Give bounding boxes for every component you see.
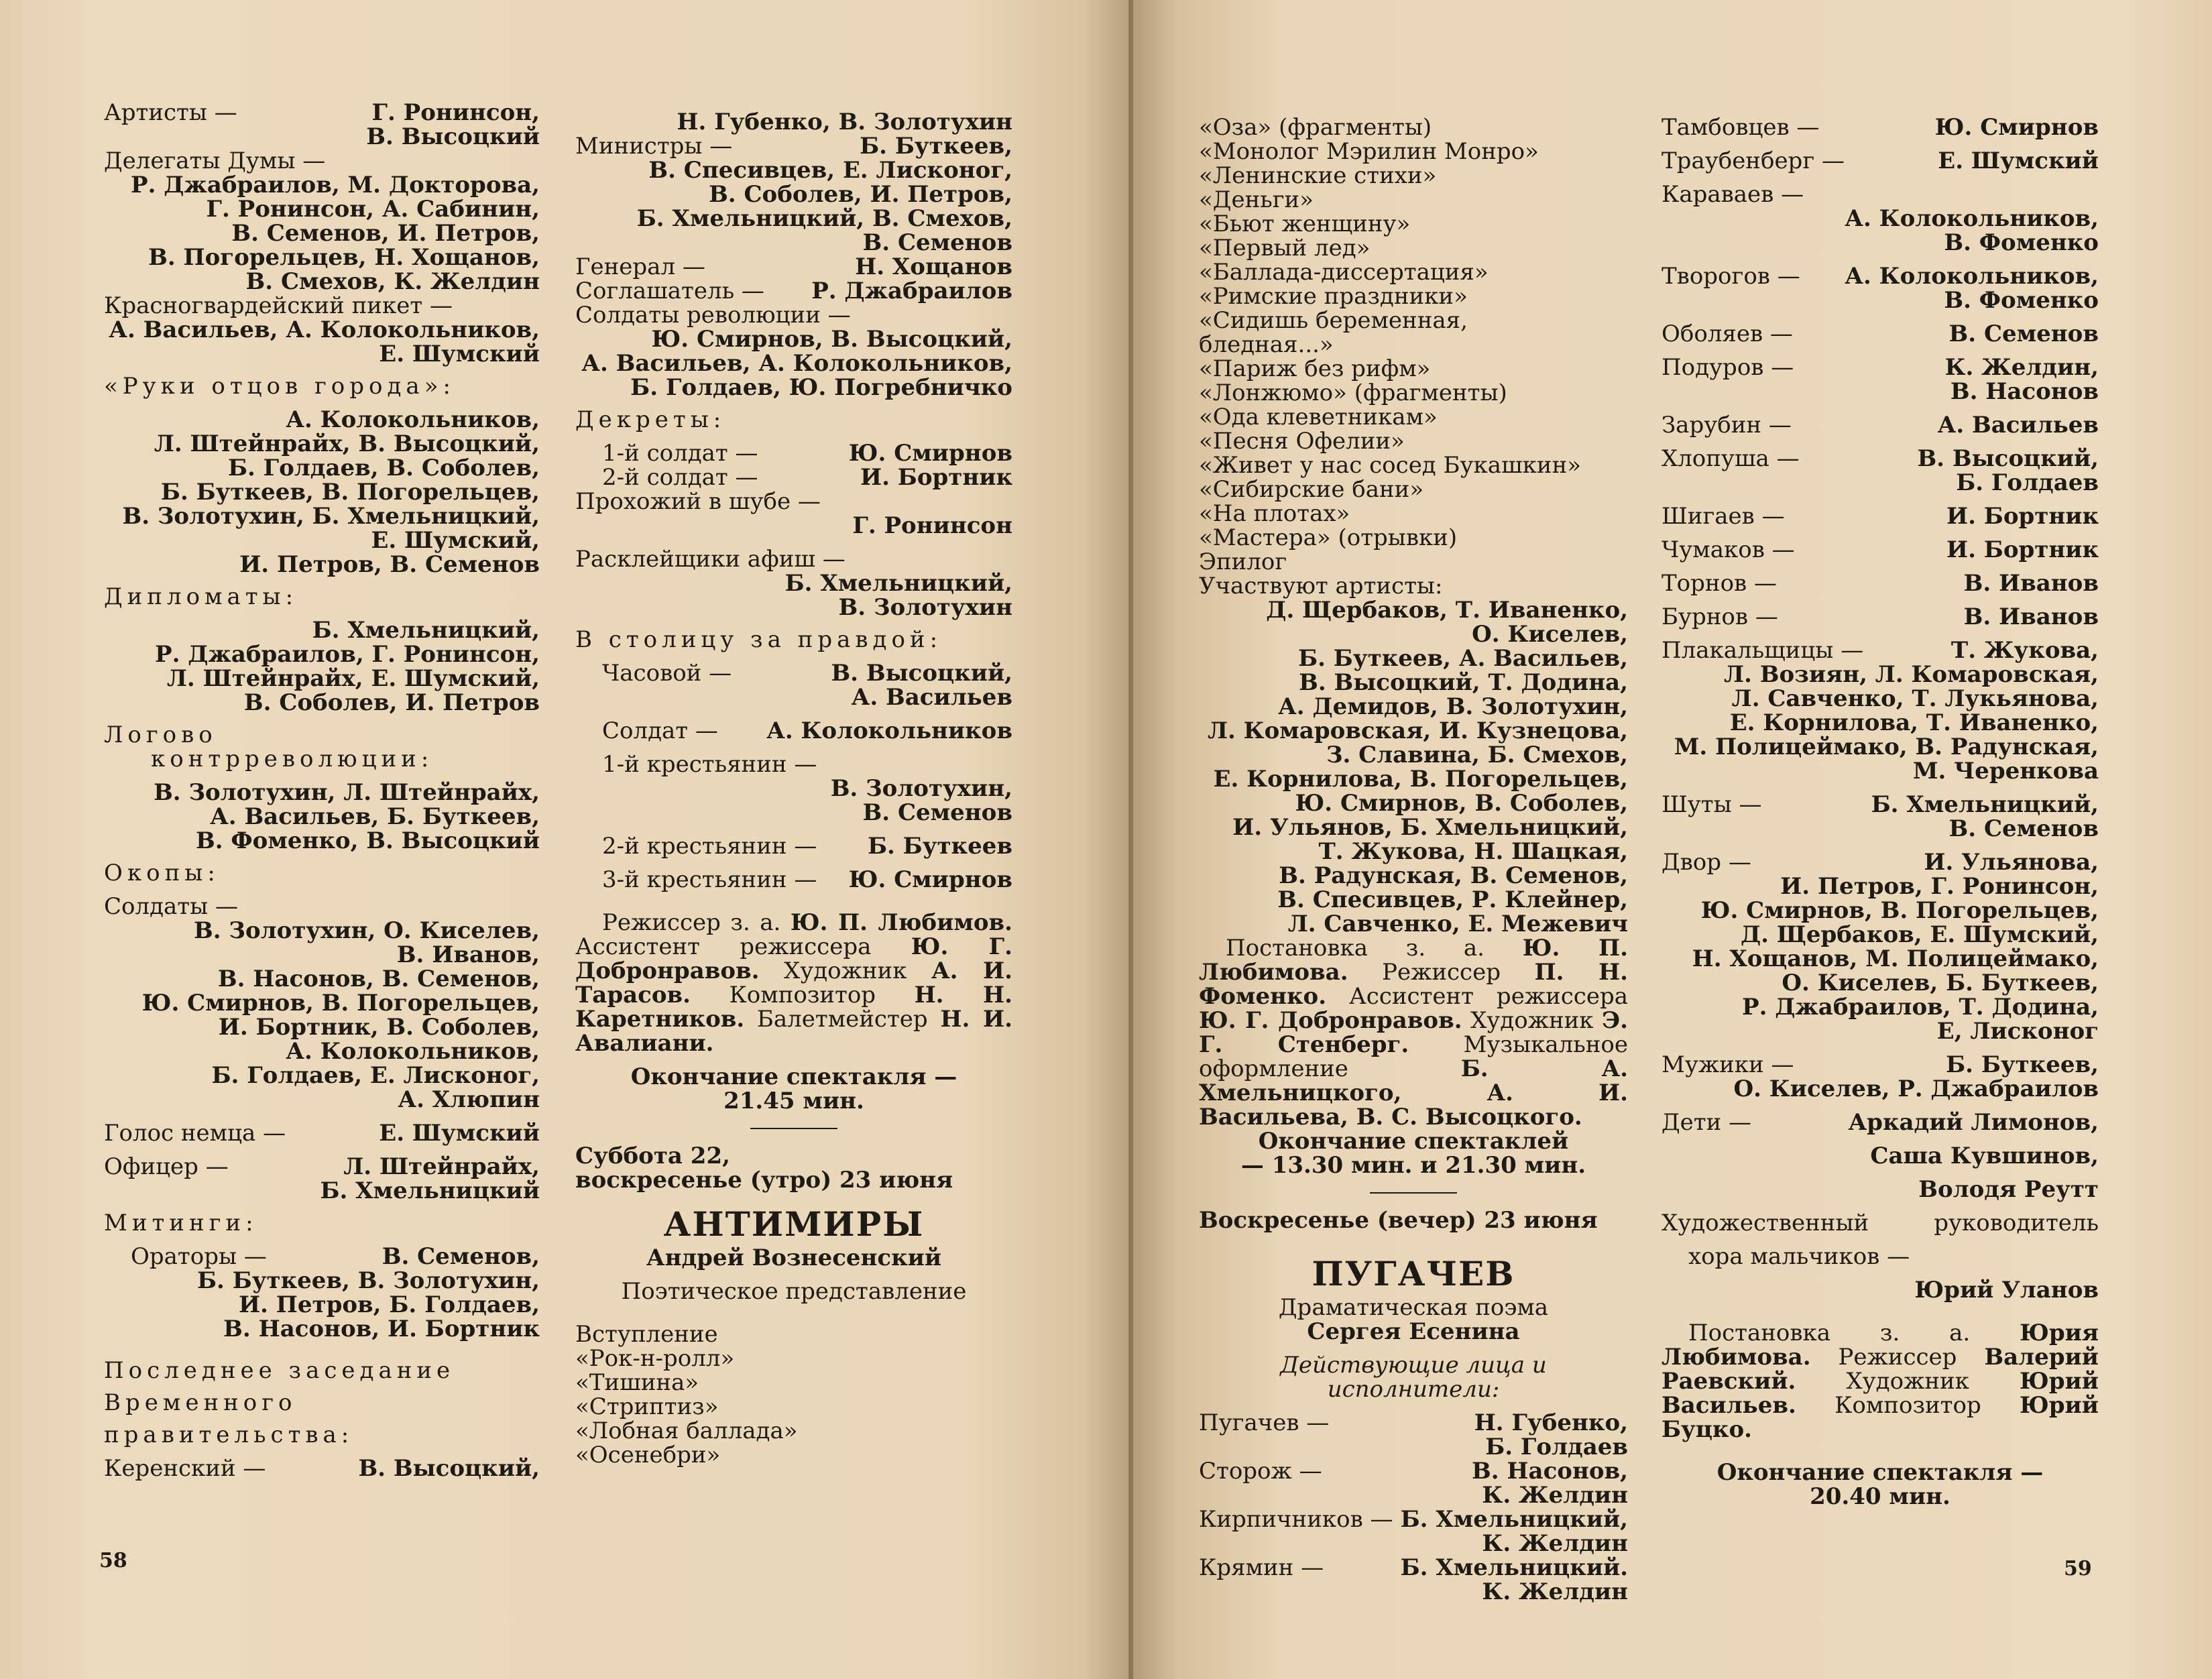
role-row (1662, 115, 2099, 139)
date-line: воскресенье (утро) 23 июня (575, 1167, 953, 1194)
cast-names: Б. Хмельницкий, (784, 570, 1012, 597)
cast-names: Л. Штейнрайх, В. Высоцкий, (154, 430, 540, 457)
role-label: Дети — (1662, 1109, 1752, 1136)
spacer (1662, 1442, 2099, 1451)
role-row (575, 279, 1012, 303)
cast-name: Ю. Смирнов (848, 866, 1012, 893)
cast-names: Ю. Смирнов, В. Соболев, (1295, 790, 1628, 817)
role-label: «Ода клеветникам» (1199, 404, 1438, 430)
cast-names: Б. Буткеев, В. Золотухин, (196, 1267, 540, 1294)
cast-names: Л. Савченко, Т. Лукьянова, (1731, 685, 2099, 712)
cast-names: Р. Джабраилов, Т. Додина, (1742, 994, 2099, 1021)
cast-names: А. Колокольников, (1845, 205, 2099, 232)
role-label: Хлопуша — (1662, 445, 1800, 472)
cast-names: В. Семенов (1948, 815, 2099, 842)
cast-name: Е. Шумский (379, 1120, 540, 1147)
role-label: Эпилог (1199, 548, 1287, 575)
cast-name: В. Насонов, (1472, 1458, 1628, 1485)
role-label: «Бьют женщину» (1199, 211, 1411, 237)
scene-heading: Митинги: (104, 1210, 258, 1236)
role-label: Солдат — (602, 717, 718, 744)
scene-heading: Логово (104, 721, 217, 748)
cast-names: Б. Хмельницкий, В. Смехов, (636, 205, 1012, 232)
cast-names: Д. Щербаков, Т. Иваненко, (1266, 597, 1628, 624)
role-row (1199, 1459, 1628, 1483)
cast-names: В. Иванов, (396, 941, 540, 968)
cast-name: И. Бортник (860, 464, 1012, 491)
production-credits: Постановка з. а. Юрия Любимова. Режиссер Валерий Раевский. Художник Юрий Васильев. Композитор Юрий Буцко. (1662, 1320, 2099, 1443)
role-label: Прохожий в шубе — (575, 488, 821, 515)
section-divider (750, 1128, 837, 1129)
role-row (1662, 605, 2099, 629)
cast-names: А. Васильев, Б. Буткеев, (210, 803, 540, 830)
role-row (104, 1121, 540, 1145)
cast-names: И. Ульянов, Б. Хмельницкий, (1232, 814, 1628, 841)
role-label: «Римские праздники» (1199, 283, 1468, 310)
cast-name: В. Иванов (1963, 570, 2099, 597)
cast-names: В. Насонов, В. Семенов, (217, 966, 540, 992)
cast-names: Б. Голдаев, Е. Лисконог, (211, 1062, 540, 1089)
cast-name: Л. Штейнрайх, (343, 1153, 540, 1180)
cast-names: В. Высоцкий (366, 123, 540, 150)
spacer (575, 1304, 1012, 1313)
scene-heading: Дипломаты: (104, 583, 298, 610)
role-row (1662, 413, 2099, 437)
role-label: «Сидишь беременная, (1199, 307, 1468, 334)
cast-names: З. Славина, Б. Смехов, (1326, 742, 1628, 768)
role-label: Траубенберг — (1662, 148, 1845, 174)
scene-heading: Последнее заседание (104, 1357, 455, 1384)
cast-names: И. Петров, Б. Голдаев, (239, 1291, 540, 1318)
cast-names: Г. Ронинсон (852, 512, 1012, 539)
role-label: Ораторы — (131, 1243, 267, 1270)
role-label: Бурнов — (1662, 603, 1778, 630)
cast-names: В. Смехов, К. Желдин (245, 268, 540, 295)
cast-names: Р. Джабраилов, М. Докторова, (131, 172, 540, 198)
role-label: «Живет у нас сосед Букашкин» (1199, 452, 1582, 479)
cast-name: В. Иванов (1963, 603, 2099, 630)
scene-heading: В столицу за правдой: (575, 626, 943, 653)
cast-names: Ю. Смирнов, В. Погорельцев, (1700, 897, 2099, 924)
cast-names: Е. Корнилова, В. Погорельцев, (1213, 766, 1628, 793)
role-label: 1-й крестьянин — (602, 751, 817, 778)
cast-name: В. Семенов, (382, 1243, 540, 1270)
role-label: Керенский — (104, 1455, 266, 1482)
role-label: 3-й крестьянин — (602, 866, 817, 893)
bold-centered-line: Окончание спектакля — (1716, 1459, 2044, 1486)
cast-names: Т. Жукова, Н. Шацкая, (1318, 838, 1628, 865)
cast-names: В. Соболев, И. Петров, (709, 181, 1012, 208)
italic-heading: Действующие лица и исполнители: (1280, 1352, 1547, 1403)
cast-names: Н. Губенко, В. Золотухин (677, 109, 1012, 135)
cast-name: Н. Губенко, (1474, 1409, 1628, 1436)
date-line: Воскресенье (вечер) 23 июня (1199, 1207, 1598, 1234)
production-credits: Режиссер з. а. Ю. П. Любимов. Ассистент режиссера Ю. Г. Добронравов. Художник А. И. Тарасов. Композитор Н. Н. Каретников. Балетмейстер Н. И. Авалиани. (575, 909, 1012, 1057)
cast-names: М. Черенкова (1912, 758, 2099, 785)
cast-names: Л. Штейнрайх, Е. Шумский, (166, 665, 540, 692)
role-row (575, 134, 1012, 158)
role-label: Голос немца — (104, 1120, 286, 1147)
cast-names: В. Семенов, И. Петров, (231, 220, 540, 247)
role-label: Участвуют артисты: (1199, 573, 1443, 599)
cast-names: В. Золотухин, О. Киселев, (194, 917, 540, 944)
role-label: «Песня Офелии» (1199, 428, 1405, 455)
cast-names: В. Насонов, И. Бортник (223, 1316, 540, 1342)
cast-names: Р. Джабраилов, Г. Ронинсон, (155, 641, 540, 668)
cast-name: В. Высоцкий, (358, 1455, 540, 1482)
cast-name: И. Бортник (1946, 503, 2099, 530)
bold-centered-line: Андрей Вознесенский (646, 1244, 942, 1271)
cast-names: Б. Хмельницкий, (312, 617, 540, 644)
role-label: «Лонжюмо» (фрагменты) (1199, 380, 1507, 406)
cast-names: А. Васильев, А. Колокольников, (581, 350, 1012, 377)
cast-names: Д. Щербаков, Е. Шумский, (1740, 921, 2099, 948)
cast-name: Р. Джабраилов (811, 278, 1012, 304)
role-row (1662, 793, 2099, 817)
cast-names: В. Спесивцев, Р. Клейнер, (1277, 886, 1628, 913)
cast-name: Б. Буткеев, (860, 133, 1012, 160)
cast-names: А. Демидов, В. Золотухин, (1278, 693, 1628, 720)
bold-centered-line: Окончание спектаклей (1258, 1128, 1569, 1155)
cast-names: И. Петров, Г. Ронинсон, (1780, 873, 2099, 900)
role-label: Расклейщики афиш — (575, 546, 846, 573)
cast-names: В. Фоменко, В. Высоцкий (195, 827, 540, 854)
cast-names: Л. Возиян, Л. Комаровская, (1724, 661, 2099, 688)
role-label: Крямин — (1199, 1554, 1324, 1581)
subtitle-line: Драматическая поэма (1278, 1294, 1549, 1321)
cast-names: Е. Шумский, (371, 527, 540, 554)
role-row (1662, 149, 2099, 173)
subtitle-line: Поэтическое представление (621, 1278, 967, 1305)
role-label: «На плотах» (1199, 500, 1350, 527)
cast-name: И. Бортник (1946, 536, 2099, 563)
cast-name: Г. Ронинсон, (371, 99, 540, 126)
cast-names: А. Колокольников, (286, 406, 540, 433)
cast-names: Юрий Уланов (1914, 1277, 2099, 1304)
bold-centered-line: Сергея Есенина (1307, 1318, 1520, 1345)
cast-names: В. Соболев, И. Петров (243, 689, 540, 716)
role-row (575, 868, 1012, 892)
cast-names: В. Фоменко (1944, 229, 2099, 256)
cast-names: В. Золотухин (838, 594, 1012, 621)
role-label: «Париж без рифм» (1199, 355, 1431, 382)
role-row (1662, 638, 2099, 662)
section-divider (1370, 1192, 1457, 1194)
cast-names: Е. Шумский (379, 341, 540, 367)
bold-centered-line: 21.45 мин. (723, 1088, 864, 1114)
cast-names: В. Погорельцев, Н. Хощанов, (148, 244, 540, 271)
cast-names: Н. Хощанов, М. Полицеймако, (1692, 945, 2099, 972)
cast-names: В. Радунская, В. Семенов, (1279, 862, 1628, 889)
role-label: Творогов — (1662, 263, 1800, 290)
cast-name: руководитель (1934, 1210, 2099, 1236)
cast-name: Е. Шумский (1938, 148, 2099, 174)
role-label: «Осенебри» (575, 1442, 721, 1468)
role-row (575, 834, 1012, 858)
cast-name: В. Высоцкий, (831, 660, 1012, 687)
cast-names: К. Желдин (1482, 1530, 1628, 1557)
cast-names: Ю. Смирнов, В. Погорельцев, (141, 990, 540, 1017)
role-label: «Тишина» (575, 1369, 699, 1396)
cast-names: Л. Комаровская, И. Кузнецова, (1207, 717, 1628, 744)
cast-names: Б. Буткеев, В. Погорельцев, (160, 479, 540, 506)
cast-names: В. Высоцкий, Т. Додина, (1299, 669, 1628, 696)
left-page-column-1 (104, 101, 540, 1481)
role-label: «Ленинские стихи» (1199, 162, 1437, 189)
cast-names: Б. Голдаев (1485, 1434, 1628, 1460)
right-page (1133, 0, 2212, 1679)
role-label: Художественный (1662, 1210, 1869, 1236)
performance-title: ПУГАЧЕВ (1312, 1254, 1515, 1293)
cast-names: Ю. Смирнов, В. Высоцкий, (651, 326, 1012, 353)
role-row (1662, 571, 2099, 595)
cast-name: Ю. Смирнов (1934, 114, 2099, 141)
spacer (575, 892, 1012, 901)
role-label: «Деньги» (1199, 186, 1314, 213)
cast-names: И. Петров, В. Семенов (239, 551, 540, 578)
role-row (104, 1244, 540, 1269)
role-label: Шуты — (1662, 791, 1762, 818)
role-row (104, 101, 540, 125)
role-row (1662, 1211, 2099, 1235)
scene-heading: контрреволюции: (151, 746, 434, 772)
production-credits: Постановка з. а. Ю. П. Любимова. Режиссер П. Н. Фоменко. Ассистент режиссера Ю. Г. Добронравов. Художник Э. Г. Стенберг. Музыкальное оформление Б. А. Хмельницкого, А. И. Васильева, В. С. Высоцкого. (1199, 935, 1628, 1131)
role-label: 2-й солдат — (602, 464, 758, 491)
cast-names: Л. Савченко, Е. Межевич (1287, 911, 1628, 937)
role-row (1199, 1507, 1628, 1531)
scene-heading: правительства: (104, 1422, 354, 1448)
scene-heading: Временного (104, 1389, 297, 1416)
cast-name: А. Колокольников, (1845, 263, 2099, 290)
cast-names: Б. Хмельницкий (320, 1177, 540, 1204)
cast-names: В. Насонов (1950, 378, 2099, 405)
role-label: Оболяев — (1662, 321, 1793, 347)
cast-names: В. Семенов (862, 229, 1012, 256)
scene-heading: «Руки отцов города»: (104, 373, 455, 400)
cast-names: В. Спесивцев, Е. Лисконог, (648, 157, 1012, 184)
role-label: Зарубин — (1662, 412, 1792, 439)
cast-name: И. Ульянова, (1924, 849, 2099, 876)
role-label: Часовой — (602, 660, 732, 687)
role-row (1199, 1411, 1628, 1435)
cast-names: Саша Кувшинов, (1870, 1143, 2099, 1169)
cast-name: Ю. Смирнов (848, 440, 1012, 467)
role-row (575, 719, 1012, 743)
role-label: Подуров — (1662, 354, 1794, 381)
role-label: «Стриптиз» (575, 1393, 719, 1420)
role-label: Двор — (1662, 849, 1751, 876)
role-row (1662, 504, 2099, 528)
role-row (1199, 1556, 1628, 1580)
cast-name: А. Васильев (1937, 412, 2099, 439)
role-label: Красногвардейский пикет — (104, 292, 453, 319)
cast-names: В. Золотухин, Л. Штейнрайх, (154, 779, 540, 806)
cast-names: А. Васильев, А. Колокольников, (109, 316, 540, 343)
bold-centered-line: 20.40 мин. (1810, 1483, 1951, 1510)
role-label: Генерал — (575, 253, 705, 280)
scene-heading: Окопы: (104, 860, 220, 886)
cast-names: И. Бортник, В. Соболев, (218, 1014, 540, 1041)
role-label: 1-й солдат — (602, 440, 758, 467)
cast-names: Е, Лисконог (1936, 1018, 2099, 1045)
role-label: «Мастера» (отрывки) (1199, 524, 1458, 551)
cast-names: Б. Голдаев, Ю. Погребничко (630, 374, 1012, 401)
cast-names: Г. Ронинсон, А. Сабинин, (206, 196, 540, 223)
role-label: хора мальчиков — (1688, 1243, 1910, 1270)
role-label: Солдаты — (104, 893, 238, 920)
cast-name: Б. Хмельницкий, (1871, 791, 2099, 818)
cast-names: А. Хлюпин (398, 1086, 540, 1113)
role-label: «Рок-н-ролл» (575, 1345, 735, 1372)
role-row (1662, 850, 2099, 874)
role-row (1662, 538, 2099, 562)
role-label: Министры — (575, 133, 733, 160)
cast-name: Б. Буткеев (867, 833, 1012, 860)
right-page-column-1 (1199, 115, 1628, 1604)
left-page-column-2 (575, 101, 1012, 1467)
role-label: «Монолог Мэрилин Монро» (1199, 138, 1539, 165)
role-row (575, 465, 1012, 489)
role-label: Плакальщицы — (1662, 637, 1864, 664)
role-row (104, 1456, 540, 1481)
role-label: «Лобная баллада» (575, 1417, 798, 1444)
cast-names: Б. Голдаев, В. Соболев, (227, 455, 540, 481)
role-row (575, 255, 1012, 279)
role-row (575, 661, 1012, 685)
right-page-column-2 (1662, 115, 2099, 1509)
spacer (104, 1341, 540, 1350)
cast-names: Володя Реутт (1918, 1176, 2099, 1203)
role-label: Шигаев — (1662, 503, 1785, 530)
cast-name: Б. Хмельницкий. (1400, 1554, 1628, 1581)
scene-heading: Декреты: (575, 406, 726, 433)
role-label: Делегаты Думы — (104, 148, 326, 174)
role-label: Кирпичников — (1199, 1506, 1393, 1533)
role-label: «Первый лед» (1199, 235, 1371, 262)
role-label: «Сибирские бани» (1199, 476, 1424, 503)
role-label: Сторож — (1199, 1458, 1322, 1485)
role-label: Офицер — (104, 1153, 229, 1180)
cast-names: О. Киселев, Б. Буткеев, (1782, 970, 2099, 996)
spacer (1662, 1302, 2099, 1312)
cast-names: В. Фоменко (1944, 287, 2099, 314)
cast-names: А. Васильев (851, 684, 1012, 711)
role-label: «Баллада-диссертация» (1199, 259, 1489, 286)
bold-centered-line: — 13.30 мин. и 21.30 мин. (1240, 1152, 1586, 1179)
role-label: Соглашатель — (575, 278, 764, 304)
spacer (1199, 1232, 1628, 1242)
cast-name: Т. Жукова, (1951, 637, 2099, 664)
role-label: Пугачев — (1199, 1409, 1330, 1436)
page-number-right: 59 (2064, 1557, 2092, 1580)
role-row (1662, 355, 2099, 380)
cast-name: Б. Буткеев, (1946, 1051, 2099, 1078)
cast-name: Б. Хмельницкий, (1400, 1506, 1628, 1533)
date-line: Суббота 22, (575, 1143, 730, 1169)
cast-names: О. Киселев, (1472, 621, 1628, 648)
cast-names: Б. Голдаев (1956, 469, 2099, 496)
role-row (1662, 447, 2099, 471)
cast-names: В. Семенов (862, 799, 1012, 826)
role-label: Солдаты революции — (575, 302, 851, 329)
role-row (575, 441, 1012, 465)
cast-names: М. Полицеймако, В. Радунская, (1674, 734, 2099, 760)
cast-name: К. Желдин, (1944, 354, 2099, 381)
page-number-left: 58 (99, 1549, 127, 1572)
role-label: Торнов — (1662, 570, 1777, 597)
role-row (1662, 264, 2099, 288)
cast-names: Б. Буткеев, А. Васильев, (1298, 645, 1628, 672)
role-label: «Оза» (фрагменты) (1199, 114, 1432, 141)
role-row (1662, 1110, 2099, 1135)
role-row (104, 1155, 540, 1179)
role-row (1662, 322, 2099, 346)
role-label: Чумаков — (1662, 536, 1795, 563)
cast-name: Н. Хощанов (855, 253, 1012, 280)
role-row (1662, 1053, 2099, 1077)
role-label: Мужики — (1662, 1051, 1794, 1078)
cast-names: К. Желдин (1482, 1482, 1628, 1509)
role-label: Артисты — (104, 99, 237, 126)
performance-title: АНТИМИРЫ (663, 1204, 925, 1244)
cast-name: А. Колокольников (766, 717, 1012, 744)
cast-names: К. Желдин (1482, 1578, 1628, 1605)
cast-names: О. Киселев, Р. Джабраилов (1733, 1076, 2099, 1102)
cast-names: В. Золотухин, (830, 775, 1012, 802)
cast-name: Аркадий Лимонов, (1848, 1109, 2099, 1136)
cast-name: В. Высоцкий, (1917, 445, 2099, 472)
cast-names: Е. Корнилова, Т. Иваненко, (1729, 709, 2099, 736)
role-label: Вступление (575, 1321, 718, 1348)
role-label: бледная...» (1199, 331, 1334, 358)
bold-centered-line: Окончание спектакля — (630, 1063, 957, 1090)
cast-name: В. Семенов (1948, 321, 2099, 347)
cast-names: А. Колокольников, (286, 1038, 540, 1065)
role-label: Тамбовцев — (1662, 114, 1820, 141)
role-label: Караваев — (1662, 181, 1804, 208)
cast-names: В. Золотухин, Б. Хмельницкий, (122, 503, 540, 530)
role-label: 2-й крестьянин — (602, 833, 817, 860)
